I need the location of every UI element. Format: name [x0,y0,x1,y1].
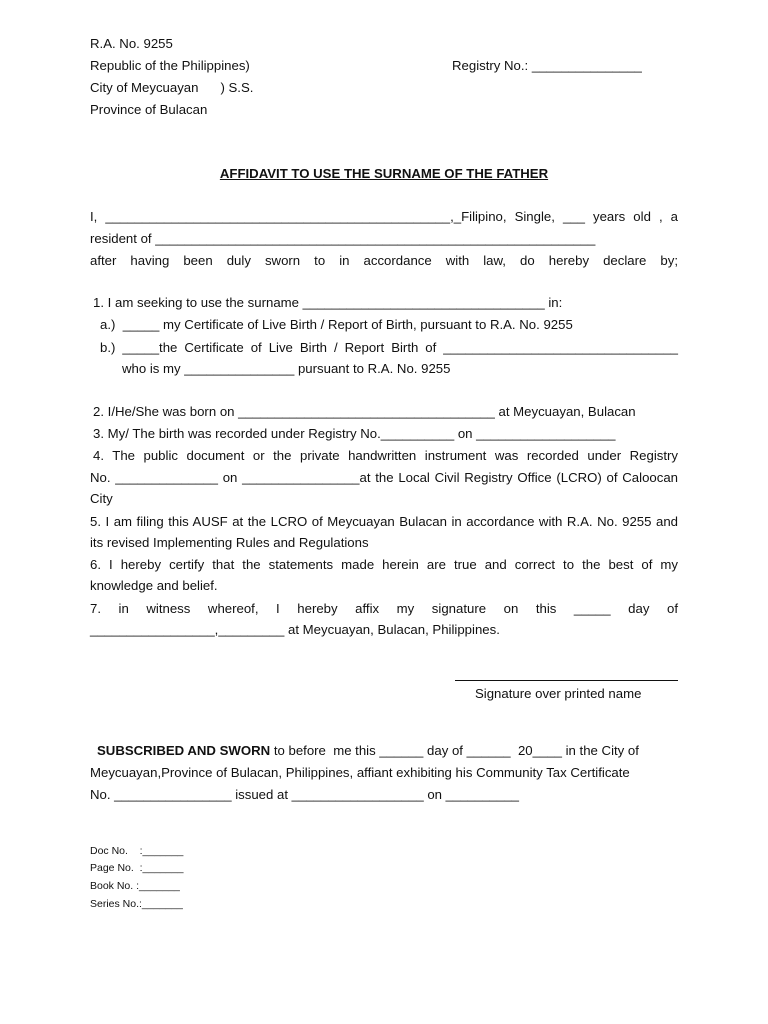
doc-number: Doc No. :_______ [90,845,184,857]
item-4-line-1: 4. The public document or the private handwritten instrument was recorded under Registry [93,448,678,463]
page-number: Page No. :_______ [90,862,184,874]
document-title: AFFIDAVIT TO USE THE SURNAME OF THE FATHER [219,166,549,181]
city-line: City of Meycuayan ) S.S. [90,80,254,95]
jurat-line-1-rest: to before me this ______ day of ______ 20____ in the City of [270,743,639,758]
item-6-line-1: 6. I hereby certify that the statements made herein are true and correct to the best of my [90,557,678,572]
item-1b-cont: who is my _______________ pursuant to R.A. No. 9255 [122,361,451,376]
item-5-line-2: its revised Implementing Rules and Regulations [90,535,369,550]
signature-caption: Signature over printed name [475,686,642,701]
intro-line-1: I, _______________________________________________,_Filipino, Single, ___ years old , a [90,209,678,224]
intro-line-2: resident of ____________________________________________________________ [90,231,596,246]
book-number: Book No. :_______ [90,880,180,892]
item-4-line-2: No. ______________ on ________________at the Local Civil Registry Office (LCRO) of Caloocan [90,470,678,485]
item-6-line-2: knowledge and belief. [90,578,218,593]
jurat-line-3: No. ________________ issued at __________________ on __________ [90,787,519,802]
registry-number: Registry No.: _______________ [452,58,642,73]
item-5-line-1: 5. I am filing this AUSF at the LCRO of Meycuayan Bulacan in accordance with R.A. No. 9255 and [90,514,678,529]
province-line: Province of Bulacan [90,102,208,117]
item-2: 2. I/He/She was born on ___________________________________ at Meycuayan, Bulacan [93,404,636,419]
item-4-line-3: City [90,491,113,506]
republic-line: Republic of the Philippines) [90,58,250,73]
signature-line [455,680,678,681]
item-1b: b.) _____the Certificate of Live Birth / Report Birth of ________________________________ [100,340,678,355]
ra-number: R.A. No. 9255 [90,36,173,51]
series-number: Series No.:_______ [90,898,183,910]
jurat-line-1 [97,743,639,758]
item-1: 1. I am seeking to use the surname _________________________________ in: [93,295,563,310]
item-1a: a.) _____ my Certificate of Live Birth / Report of Birth, pursuant to R.A. No. 9255 [100,317,573,332]
jurat-line-2: Meycuayan,Province of Bulacan, Philippines, affiant exhibiting his Community Tax Certificate [90,765,630,780]
intro-line-3: after having been duly sworn to in accordance with law, do hereby declare by; [90,253,678,268]
item-7-line-2: _________________,_________ at Meycuayan, Bulacan, Philippines. [90,622,500,637]
jurat-bold: SUBSCRIBED AND SWORN [97,743,271,758]
item-7-line-1: 7. in witness whereof, I hereby affix my signature on this _____ day of [90,601,678,616]
item-3: 3. My/ The birth was recorded under Registry No.__________ on ___________________ [93,426,616,441]
